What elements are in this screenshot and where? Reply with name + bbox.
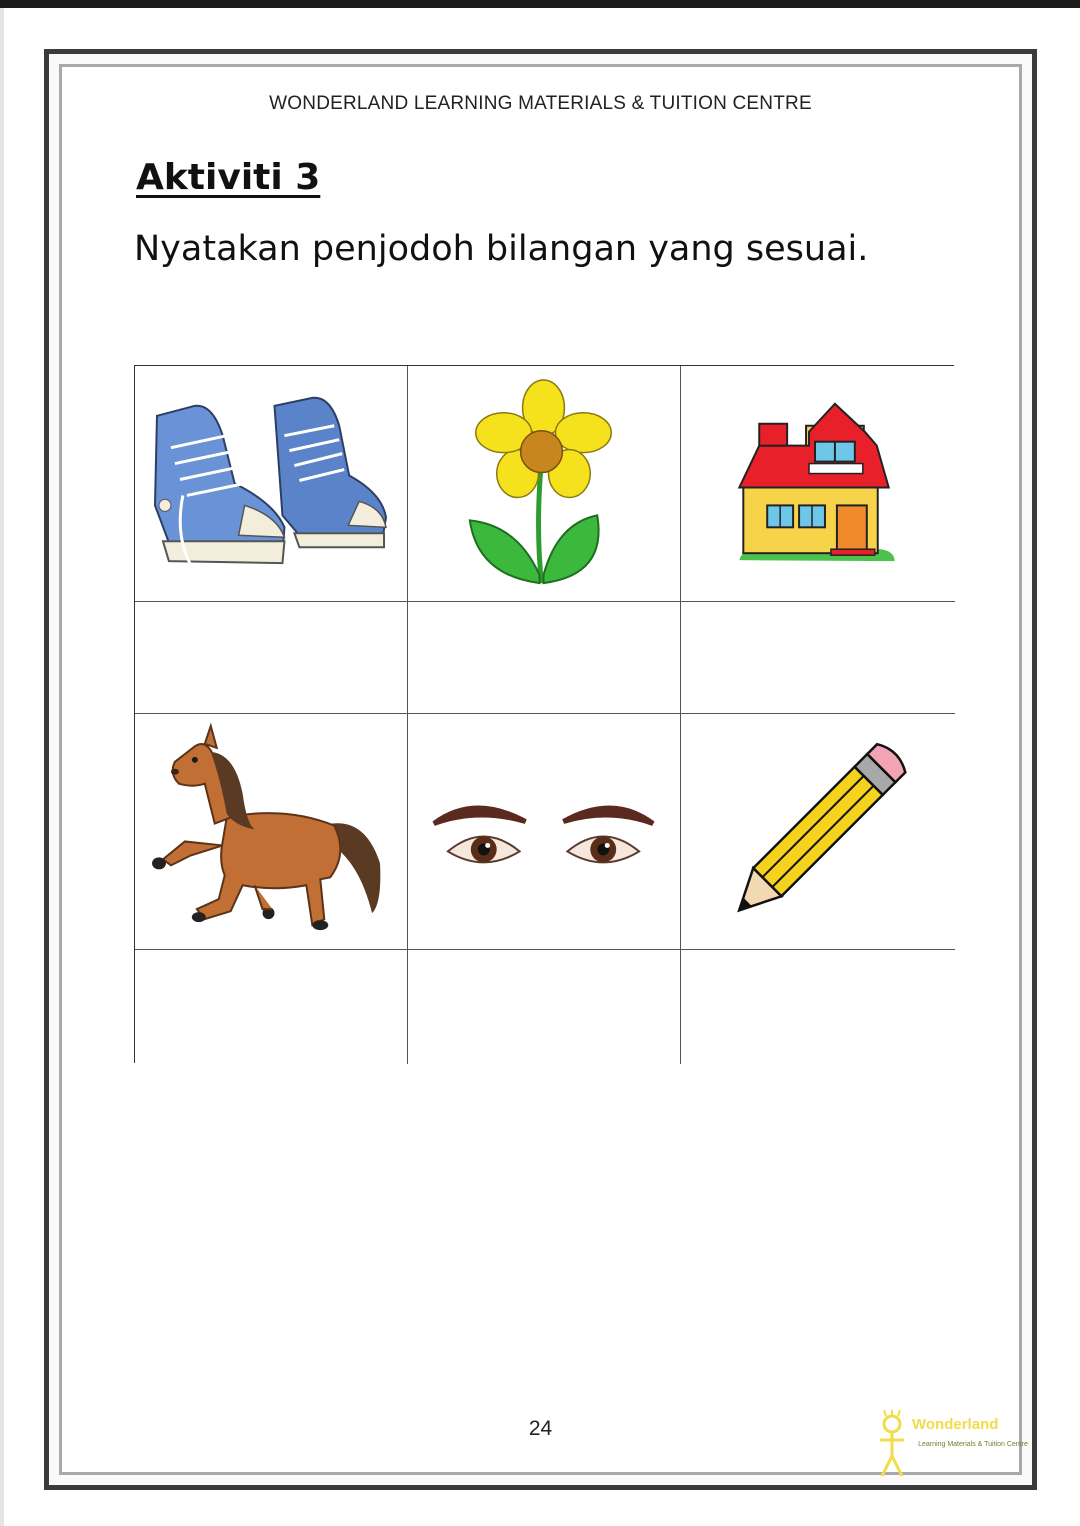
picture-cell-flower: [408, 366, 681, 602]
wonderland-logo: [872, 1410, 1032, 1480]
answer-box-4[interactable]: [135, 950, 408, 1064]
picture-cell-house: [681, 366, 955, 602]
answer-box-2[interactable]: [408, 602, 681, 714]
page-inner-frame: [59, 64, 1028, 1475]
activity-title: Aktiviti 3: [136, 157, 321, 198]
answer-box-6[interactable]: [681, 950, 955, 1064]
scan-shadow: [0, 8, 4, 1526]
flower-icon: [408, 366, 680, 601]
pencil-icon: [681, 714, 955, 949]
horse-icon: [135, 714, 407, 949]
answer-box-1[interactable]: [135, 602, 408, 714]
logo-tagline: Learning Materials & Tuition Centre: [918, 1441, 1028, 1448]
page-frame: [44, 49, 1037, 1490]
answer-box-5[interactable]: [408, 950, 681, 1064]
picture-cell-eyes: [408, 714, 681, 950]
child-figure-icon: [872, 1410, 912, 1480]
eyes-icon: [408, 714, 680, 949]
answer-box-3[interactable]: [681, 602, 955, 714]
page-number: 24: [528, 1417, 553, 1440]
picture-cell-horse: [135, 714, 408, 950]
picture-cell-shoes: [135, 366, 408, 602]
centre-header: WONDERLAND LEARNING MATERIALS & TUITION CENTRE: [269, 93, 812, 114]
house-icon: [681, 366, 955, 601]
worksheet-grid: [134, 365, 954, 1063]
picture-cell-pencil: [681, 714, 955, 950]
logo-name: Wonderland: [912, 1416, 999, 1433]
sneakers-icon: [135, 366, 407, 601]
activity-instruction: Nyatakan penjodoh bilangan yang sesuai.: [134, 229, 869, 269]
top-edge: [0, 0, 1080, 8]
